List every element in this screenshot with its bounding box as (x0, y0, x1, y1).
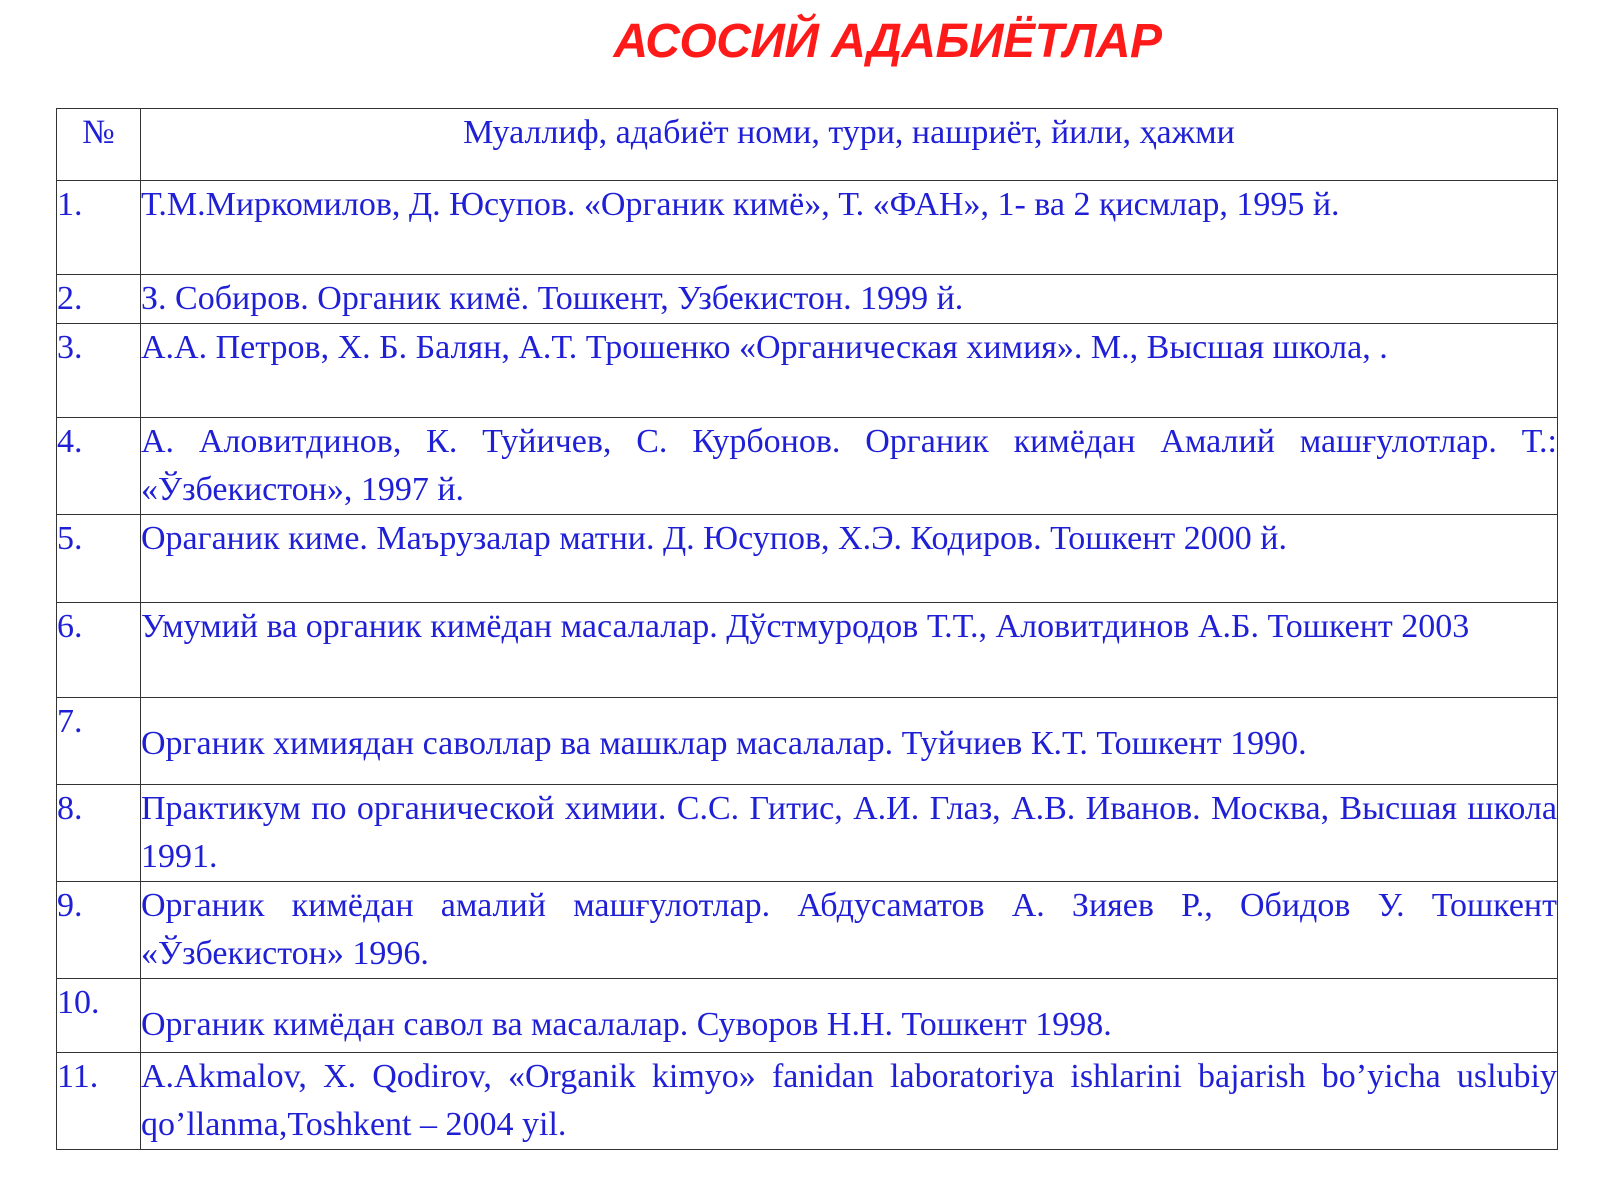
number-column-header: № (57, 109, 141, 181)
row-number: 1. (57, 181, 141, 275)
reference-text: А.А. Петров, Х. Б. Балян, А.Т. Трошенко «Органическая химия». М., Высшая школа, . (141, 324, 1558, 418)
reference-text: A.Akmalov, X. Qodirov, «Organik kimyo» fanidan laboratoriya ishlarini bajarish bo’yicha uslubiy qo’llanma,Toshkent – 2004 yil. (141, 1053, 1558, 1150)
row-number: 9. (57, 882, 141, 979)
description-column-header: Муаллиф, адабиёт номи, тури, нашриёт, йили, ҳажми (141, 109, 1558, 181)
reference-text: Органик кимёдан амалий машғулотлар. Абдусаматов А. Зияев Р., Обидов У. Тошкент «Ўзбекистон» 1996. (141, 882, 1558, 979)
reference-text: Умумий ва органик кимёдан масалалар. Дўстмуродов Т.Т., Аловитдинов А.Б. Тошкент 2003 (141, 603, 1558, 698)
row-number: 8. (57, 785, 141, 882)
table-row (57, 979, 1558, 1053)
reference-text: А. Аловитдинов, К. Туйичев, С. Курбонов. Органик кимёдан Амалий машғулотлар. Т.: «Ўзбекистон», 1997 й. (141, 418, 1558, 515)
table-row (57, 515, 1558, 603)
row-number: 5. (57, 515, 141, 603)
reference-text: З. Собиров. Органик кимё. Тошкент, Узбекистон. 1999 й. (141, 275, 1558, 324)
row-number: 11. (57, 1053, 141, 1150)
table-row (57, 181, 1558, 275)
reference-text: Органик химиядан саволлар ва машклар масалалар. Туйчиев К.Т. Тошкент 1990. (141, 698, 1558, 785)
row-number: 6. (57, 603, 141, 698)
row-number: 10. (57, 979, 141, 1053)
table-row (57, 324, 1558, 418)
table-row (57, 603, 1558, 698)
row-number: 7. (57, 698, 141, 785)
row-number: 4. (57, 418, 141, 515)
table-row (57, 1053, 1558, 1150)
reference-text: Практикум по органической химии. С.С. Гитис, А.И. Глаз, А.В. Иванов. Москва, Высшая школа 1991. (141, 785, 1558, 882)
row-number: 3. (57, 324, 141, 418)
row-number: 2. (57, 275, 141, 324)
table-header-row (57, 109, 1558, 181)
table-row (57, 275, 1558, 324)
table-row (57, 418, 1558, 515)
page-title: АСОСИЙ АДАБИЁТЛАР (613, 15, 1162, 68)
reference-text: Органик кимёдан савол ва масалалар. Суворов Н.Н. Тошкент 1998. (141, 979, 1558, 1053)
table-row (57, 882, 1558, 979)
table-row (57, 698, 1558, 785)
table-row (57, 785, 1558, 882)
literature-table (56, 108, 1558, 1150)
reference-text: Т.М.Миркомилов, Д. Юсупов. «Органик кимё», Т. «ФАН», 1- ва 2 қисмлар, 1995 й. (141, 181, 1558, 275)
reference-text: Ораганик киме. Маърузалар матни. Д. Юсупов, Х.Э. Кодиров. Тошкент 2000 й. (141, 515, 1558, 603)
